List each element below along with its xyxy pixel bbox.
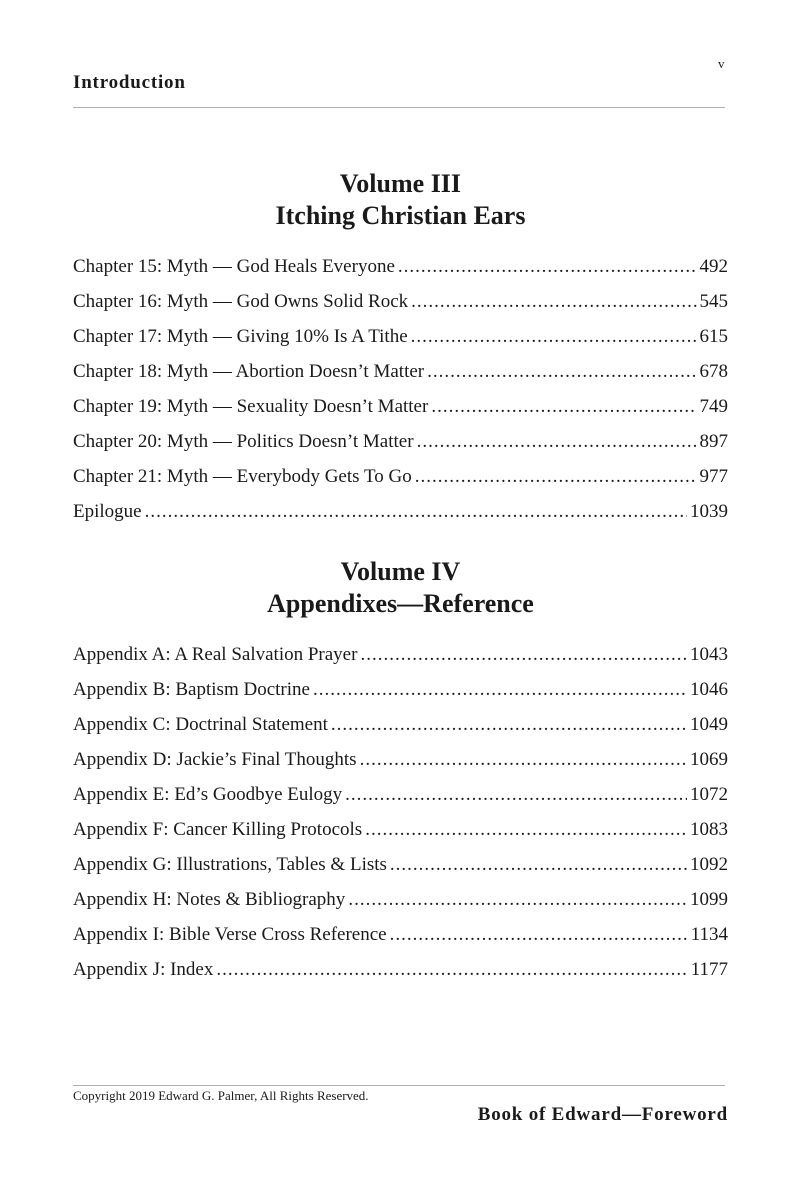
dot-leader: [411, 326, 697, 348]
volume-subtitle: Itching Christian Ears: [275, 201, 526, 230]
volume-heading: Volume III: [339, 169, 462, 198]
dot-leader: [411, 291, 696, 313]
toc-entry: [73, 889, 728, 924]
toc-entry: [73, 291, 728, 326]
toc-entry: [73, 714, 728, 749]
toc-entry-page: 749: [699, 396, 728, 417]
volume-iii-section: [73, 168, 728, 536]
toc-entry-title: Appendix I: Bible Verse Cross Reference: [73, 924, 387, 945]
header-divider: [73, 107, 725, 108]
toc-list: [73, 644, 728, 994]
running-head: Introduction: [73, 72, 186, 93]
toc-entry-page: 1046: [690, 679, 728, 700]
dot-leader: [431, 396, 696, 418]
toc-entry-page: 1039: [690, 501, 728, 522]
dot-leader: [390, 924, 688, 946]
toc-entry-page: 1134: [690, 924, 728, 945]
toc-entry: [73, 854, 728, 889]
running-foot-title: Book of Edward—Foreword: [477, 1104, 728, 1125]
toc-entry: [73, 396, 728, 431]
toc-entry: [73, 679, 728, 714]
toc-entry-page: 1177: [690, 959, 728, 980]
toc-entry: [73, 361, 728, 396]
toc-entry-title: Appendix D: Jackie’s Final Thoughts: [73, 749, 357, 770]
toc-entry-title: Chapter 21: Myth — Everybody Gets To Go: [73, 466, 412, 487]
dot-leader: [417, 431, 697, 453]
dot-leader: [427, 361, 696, 383]
dot-leader: [216, 959, 687, 981]
toc-entry-title: Chapter 20: Myth — Politics Doesn’t Matter: [73, 431, 414, 452]
toc-entry-page: 1092: [690, 854, 728, 875]
toc-entry-page: 492: [699, 256, 728, 277]
toc-entry-page: 1069: [690, 749, 728, 770]
toc-entry-page: 678: [699, 361, 728, 382]
toc-entry: [73, 644, 728, 679]
dot-leader: [345, 784, 687, 806]
dot-leader: [360, 644, 687, 666]
toc-entry-title: Appendix A: A Real Salvation Prayer: [73, 644, 358, 665]
toc-entry-title: Chapter 17: Myth — Giving 10% Is A Tithe: [73, 326, 408, 347]
toc-entry-title: Chapter 19: Myth — Sexuality Doesn’t Matter: [73, 396, 429, 417]
dot-leader: [348, 889, 687, 911]
toc-entry-title: Appendix C: Doctrinal Statement: [73, 714, 328, 735]
toc-entry-title: Appendix G: Illustrations, Tables & Lists: [73, 854, 387, 875]
toc-entry-page: 977: [699, 466, 728, 487]
toc-entry-title: Appendix J: Index: [73, 959, 214, 980]
toc-entry: [73, 501, 728, 536]
toc-entry: [73, 924, 728, 959]
toc-entry: [73, 749, 728, 784]
toc-entry-title: Chapter 18: Myth — Abortion Doesn’t Matter: [73, 361, 425, 382]
toc-list: [73, 256, 728, 536]
toc-entry-title: Appendix H: Notes & Bibliography: [73, 889, 346, 910]
dot-leader: [331, 714, 687, 736]
page-number: v: [718, 56, 725, 71]
toc-entry: [73, 959, 728, 994]
toc-entry-title: Chapter 15: Myth — God Heals Everyone: [73, 256, 395, 277]
toc-entry-page: 615: [699, 326, 728, 347]
toc-entry-title: Appendix E: Ed’s Goodbye Eulogy: [73, 784, 343, 805]
toc-entry-page: 1049: [690, 714, 728, 735]
footer-divider: [73, 1085, 725, 1086]
dot-leader: [390, 854, 687, 876]
toc-entry-page: 1072: [690, 784, 728, 805]
volume-subtitle: Appendixes—Reference: [267, 589, 534, 618]
toc-entry: [73, 431, 728, 466]
toc-entry: [73, 256, 728, 291]
copyright-notice: Copyright 2019 Edward G. Palmer, All Rights Reserved.: [73, 1088, 369, 1103]
volume-heading: Volume IV: [340, 557, 461, 586]
toc-entry-page: 1099: [690, 889, 728, 910]
dot-leader: [365, 819, 687, 841]
toc-entry-page: 897: [699, 431, 728, 452]
toc-entry-page: 545: [699, 291, 728, 312]
dot-leader: [145, 501, 687, 523]
toc-entry: [73, 326, 728, 361]
dot-leader: [313, 679, 687, 701]
volume-iv-section: [73, 556, 728, 994]
toc-entry-title: Chapter 16: Myth — God Owns Solid Rock: [73, 291, 409, 312]
toc-entry-title: Appendix F: Cancer Killing Protocols: [73, 819, 363, 840]
toc-entry: [73, 819, 728, 854]
dot-leader: [360, 749, 687, 771]
toc-entry-page: 1043: [690, 644, 728, 665]
toc-entry-title: Appendix B: Baptism Doctrine: [73, 679, 310, 700]
dot-leader: [415, 466, 697, 488]
toc-entry: [73, 466, 728, 501]
toc-entry-title: Epilogue: [73, 501, 142, 522]
dot-leader: [398, 256, 697, 278]
toc-entry: [73, 784, 728, 819]
toc-entry-page: 1083: [690, 819, 728, 840]
